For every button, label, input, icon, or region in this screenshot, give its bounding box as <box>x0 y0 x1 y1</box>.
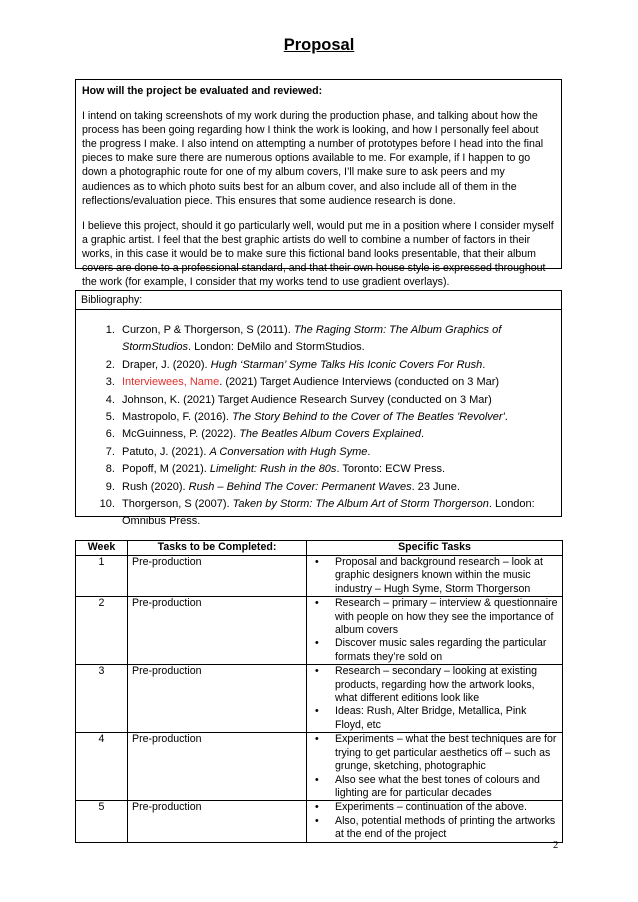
page-number: 2 <box>553 840 559 851</box>
task-cell: Pre-production <box>128 801 307 842</box>
evaluation-heading: How will the project be evaluated and reviewed: <box>82 85 323 97</box>
specific-task-item: • Also see what the best tones of colours and lighting are for particular decades <box>311 774 558 801</box>
table-row <box>76 733 563 801</box>
bibliography-entry-text: Rush (2020). <box>122 480 189 493</box>
bibliography-entry-suffix: . <box>482 358 486 371</box>
bibliography-entry-title: A Conversation with Hugh Syme <box>209 445 368 458</box>
bibliography-entry <box>118 392 561 409</box>
specific-task-item: • Experiments – continuation of the above. <box>311 801 558 814</box>
bibliography-entry <box>118 409 561 426</box>
bibliography-entry-suffix: . Toronto: ECW Press. <box>336 463 446 476</box>
bibliography-entry-text: McGuinness, P. (2022). <box>122 428 240 441</box>
bibliography-entry <box>118 444 561 461</box>
specific-tasks-list <box>311 665 558 732</box>
bibliography-entry-title: The Raging Storm: The Album Graphics of StormStudios <box>122 324 502 354</box>
week-cell: 5 <box>76 801 128 842</box>
bibliography-entry <box>118 357 561 374</box>
bibliography-entry-title: Hugh ‘Starman’ Syme Talks His Iconic Covers For Rush <box>210 358 483 371</box>
bibliography-entry-text: Patuto, J. (2021). <box>122 445 210 458</box>
page-title: Proposal <box>283 36 355 54</box>
specific-task-item: • Proposal and background research – look at graphic designers known within the music industry – Hugh Syme, Storm Thorgerson <box>311 556 558 596</box>
bibliography-box <box>75 290 562 528</box>
bibliography-entry-title: The Beatles Album Covers Explained <box>239 428 421 441</box>
bibliography-entry-text: Popoff, M (2021). <box>122 463 210 476</box>
task-cell: Pre-production <box>128 556 307 597</box>
bibliography-entry <box>118 461 561 478</box>
specific-task-item: • Ideas: Rush, Alter Bridge, Metallica, Pink Floyd, etc <box>311 705 558 732</box>
bibliography-entry-highlight: Interviewees, Name <box>122 376 220 389</box>
specific-task-item: • Research – secondary – looking at existing products, regarding how the artwork looks, what different editions look like <box>311 665 558 705</box>
task-cell: Pre-production <box>128 733 307 801</box>
specific-task-item: • Research – primary – interview & questionnaire with people on how they see the importance of album covers <box>311 597 558 637</box>
specific-tasks-list <box>311 556 558 596</box>
table-row <box>76 801 563 842</box>
table-row <box>76 556 563 597</box>
bibliography-entry <box>118 479 561 496</box>
header-specific: Specific Tasks <box>307 541 563 556</box>
bibliography-entry-text: Mastropolo, F. (2016). <box>122 411 233 424</box>
week-cell: 4 <box>76 733 128 801</box>
specific-task-item: • Also, potential methods of printing the artworks at the end of the project <box>311 815 558 842</box>
bibliography-entry-suffix: . 23 June. <box>411 480 460 493</box>
week-cell: 1 <box>76 556 128 597</box>
bibliography-entry-suffix: . London: DeMilo and StormStudios. <box>188 341 365 354</box>
specific-tasks-cell <box>307 801 563 842</box>
bibliography-entry-suffix: . <box>420 428 425 441</box>
header-tasks: Tasks to be Completed: <box>128 541 307 556</box>
evaluation-paragraph-1: I intend on taking screenshots of my work during the production phase, and talking about how the process has been going regarding how I think the work is looking, and how I personally feel about the progress I make. I also intend on attempting a number of prototypes before I head into the final pieces to make sure there are numerous options available to me. For example, if I happen to go down a photographic route for one of my album covers, I’ll make sure to ask peers and my audiences as to which photo suits best for an album cover, and also include all of them in the reflections/evaluation piece. This ensures that some audience research is done. <box>82 110 544 207</box>
bibliography-entry-text: Johnson, K. (2021) Target Audience Research Survey (conducted on 3 Mar) <box>122 393 492 406</box>
bibliography-list <box>76 322 561 531</box>
task-cell: Pre-production <box>128 597 307 665</box>
specific-task-item: • Experiments – what the best techniques are for trying to get particular aesthetics off – such as grunge, sketching, photographic <box>311 733 558 773</box>
bibliography-entry <box>118 426 561 443</box>
bibliography-entry-text: . (2021) Target Audience Interviews (conducted on 3 Mar) <box>219 376 500 389</box>
specific-tasks-list <box>311 733 558 800</box>
bibliography-entry-title: The Story Behind to the Cover of The Beatles 'Revolver' <box>232 411 505 424</box>
specific-task-item: • Discover music sales regarding the particular formats they’re sold on <box>311 637 558 664</box>
specific-tasks-cell <box>307 665 563 733</box>
bibliography-entry <box>118 374 561 391</box>
bibliography-entry-title: Taken by Storm: The Album Art of Storm Thorgerson <box>232 498 489 511</box>
table-row <box>76 665 563 733</box>
week-cell: 3 <box>76 665 128 733</box>
bibliography-label: Bibliography: <box>76 291 561 310</box>
bibliography-entry <box>118 322 561 357</box>
bibliography-entry <box>118 496 561 531</box>
schedule-header-row <box>76 541 563 556</box>
specific-tasks-cell <box>307 733 563 801</box>
task-cell: Pre-production <box>128 665 307 733</box>
bibliography-entry-title: Limelight: Rush in the 80s <box>209 463 337 476</box>
specific-tasks-cell <box>307 597 563 665</box>
evaluation-box <box>75 79 562 289</box>
table-row <box>76 597 563 665</box>
specific-tasks-list <box>311 597 558 664</box>
bibliography-entry-text: Curzon, P & Thorgerson, S (2011). <box>122 324 294 336</box>
header-week: Week <box>76 541 128 556</box>
specific-tasks-cell <box>307 556 563 597</box>
bibliography-entry-text: Draper, J. (2020). <box>122 358 211 371</box>
bibliography-entry-title: Rush – Behind The Cover: Permanent Waves <box>188 480 412 493</box>
bibliography-entry-suffix: . <box>367 445 371 458</box>
bibliography-entry-suffix: . <box>504 411 508 424</box>
schedule-table <box>75 540 563 843</box>
bibliography-entry-suffix: . London: Omnibus Press. <box>122 498 535 528</box>
week-cell: 2 <box>76 597 128 665</box>
evaluation-paragraph-2: I believe this project, should it go particularly well, would put me in a position where I consider myself a graphic artist. I feel that the best graphic artists do well to combine a number of factors in their works, in this case it would be to make sure this fictional band looks presentable, that their album covers are done to a professional standard, and that their own house style is expressed throughout the work (for example, I consider that my works tend to use gradient overlays). <box>82 219 554 289</box>
specific-tasks-list <box>311 801 558 841</box>
bibliography-entry-text: Thorgerson, S (2007). <box>122 498 233 511</box>
